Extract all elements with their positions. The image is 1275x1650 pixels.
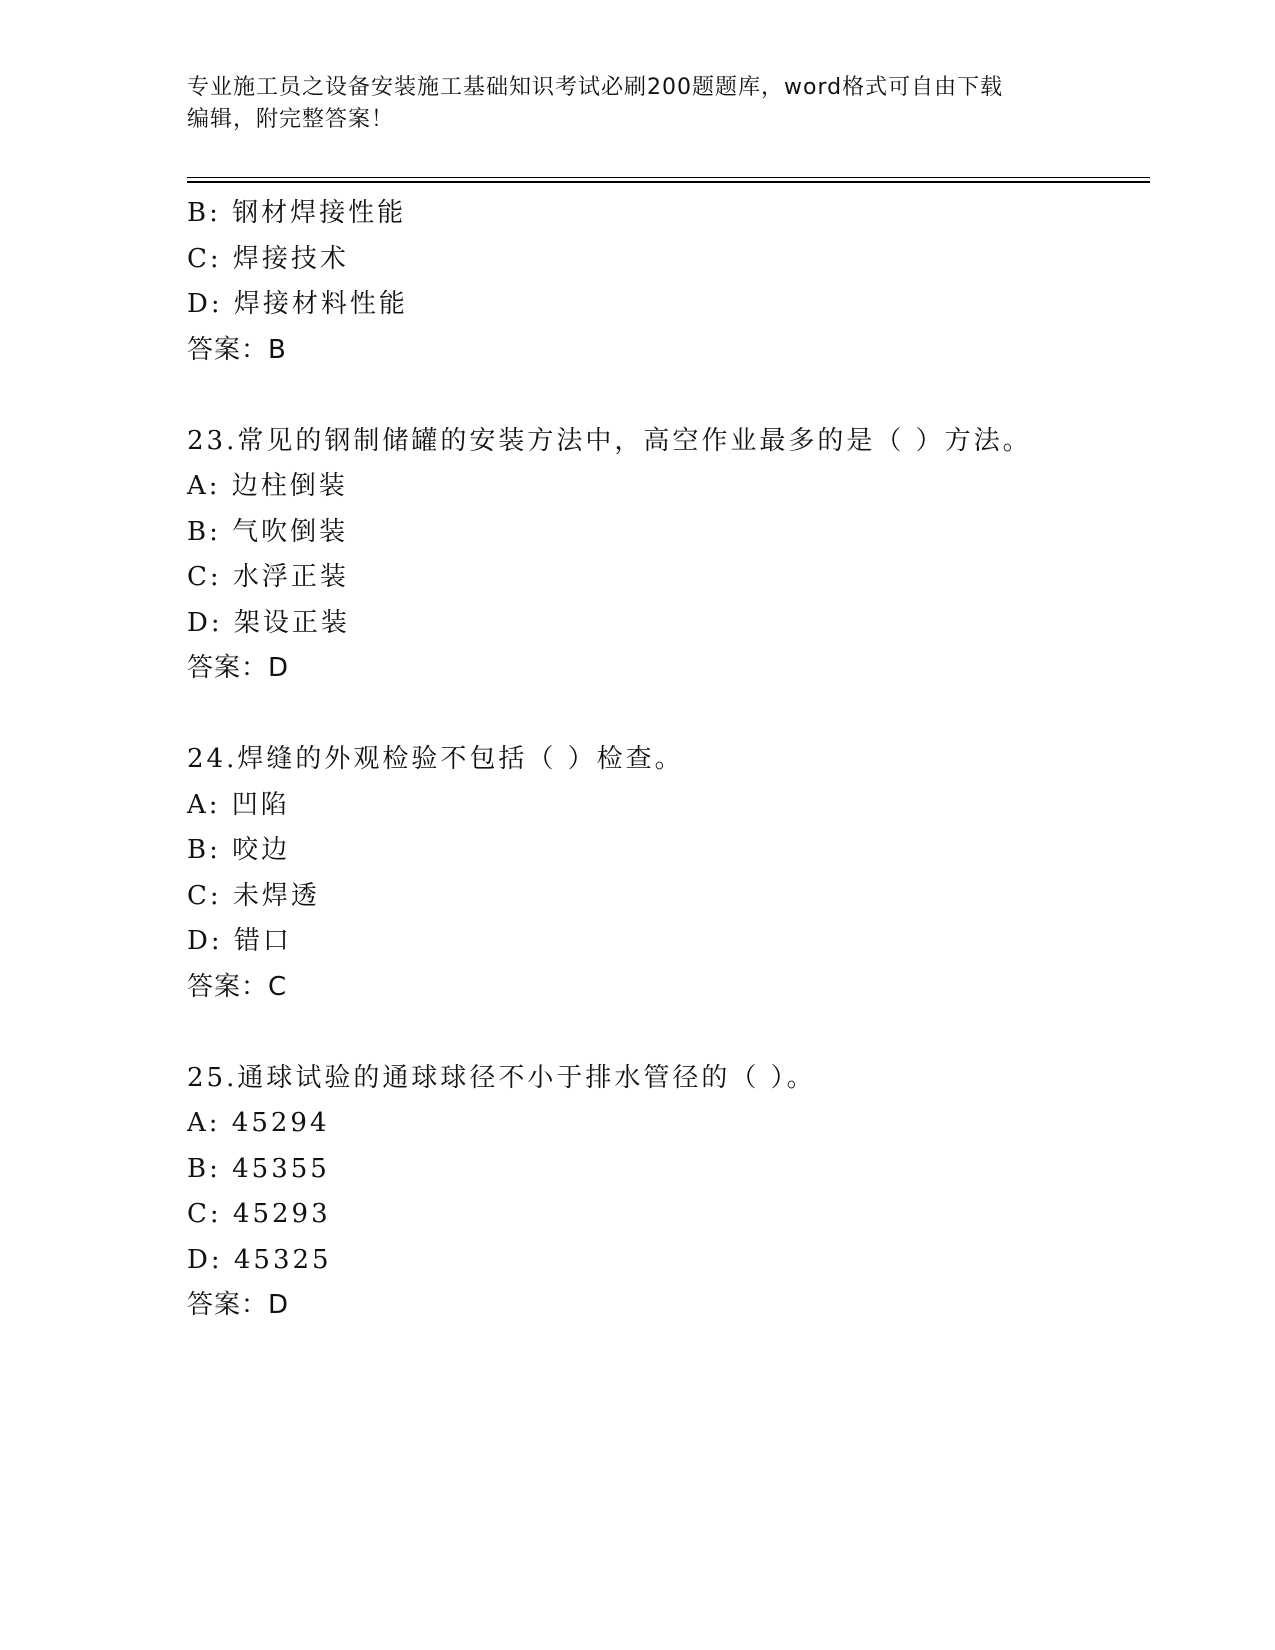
option-a: A: 边柱倒装: [187, 471, 348, 501]
option-b: B: 45355: [187, 1153, 330, 1184]
question-25: [187, 1056, 1147, 1329]
question-stem: 24.焊缝的外观检验不包括（ ）检查。: [187, 744, 684, 774]
header-divider-thick: [187, 181, 1150, 183]
document-title-line-2: 编辑，附完整答案！: [187, 107, 395, 132]
option-c: C: 未焊透: [187, 880, 320, 911]
option-b: B: 咬边: [187, 835, 291, 865]
question-23: [187, 419, 1147, 692]
option-a: A: 凹陷: [187, 789, 290, 820]
question-24: [187, 737, 1147, 1010]
option-d: D: 焊接材料性能: [187, 289, 408, 319]
option-c: C: 45293: [187, 1199, 331, 1229]
spacer: [187, 692, 1147, 738]
option-d: D: 45325: [187, 1244, 332, 1275]
answer-label: 答案：D: [187, 1290, 290, 1320]
option-d: D: 架设正装: [187, 607, 350, 638]
option-a: A: 45294: [187, 1108, 330, 1138]
question-stem: 23.常见的钢制储罐的安装方法中，高空作业最多的是（ ）方法。: [187, 425, 1032, 456]
header-divider-thin: [187, 177, 1150, 178]
option-c: C: 焊接技术: [187, 243, 349, 274]
spacer: [187, 373, 1147, 419]
document-title: [187, 72, 1087, 136]
question-list: [187, 191, 1147, 1329]
question-stem: 25.通球试验的通球球径不小于排水管径的（ ）。: [187, 1062, 816, 1093]
option-d: D: 错口: [187, 926, 292, 956]
answer-label: 答案：B: [187, 334, 287, 365]
question-22-continuation: [187, 191, 1147, 373]
document-title-line-1: 专业施工员之设备安装施工基础知识考试必刷200题题库，word格式可自由下载: [187, 75, 1004, 100]
option-c: C: 水浮正装: [187, 562, 349, 592]
spacer: [187, 1010, 1147, 1056]
option-b: B: 气吹倒装: [187, 516, 349, 547]
option-b: B: 钢材焊接性能: [187, 198, 407, 228]
answer-label: 答案：C: [187, 971, 288, 1002]
answer-label: 答案：D: [187, 653, 290, 683]
